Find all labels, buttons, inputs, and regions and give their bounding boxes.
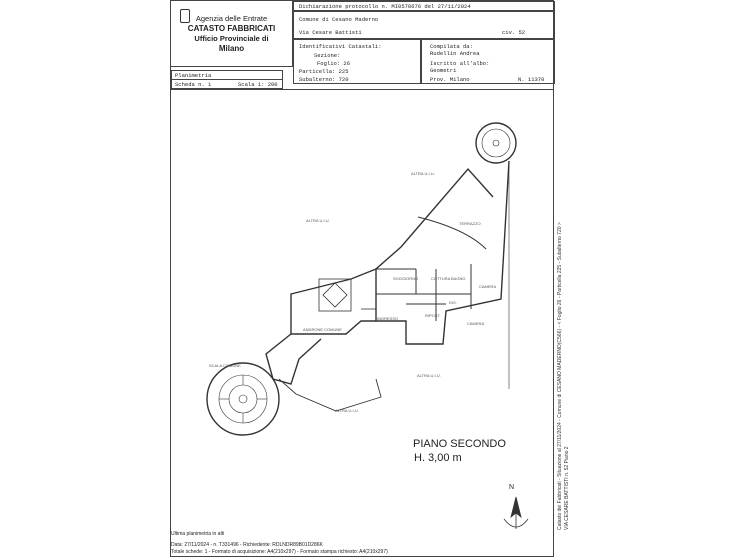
height-label: H. 3,00 m bbox=[414, 452, 462, 464]
compilata-box bbox=[421, 39, 555, 84]
iscritto-value: Geometri bbox=[430, 67, 457, 74]
label-altra-top: ALTRA U.I.U. bbox=[411, 171, 435, 176]
scala-text: Scala 1: 200 bbox=[238, 81, 278, 88]
label-soggiorno: SOGGIORNO bbox=[393, 276, 419, 281]
particella-text: Particella: 225 bbox=[299, 68, 349, 75]
label-altra-left: ALTRA U.I.U. bbox=[306, 218, 330, 223]
identificativi-title: Identificativi Catastali: bbox=[299, 43, 382, 50]
label-camera-1: CAMERA bbox=[479, 284, 497, 289]
plan-title bbox=[413, 437, 506, 465]
foglio-text: Foglio: 26 bbox=[317, 60, 351, 67]
catasto-title: CATASTO FABBRICATI bbox=[187, 24, 276, 33]
agency-logo-icon bbox=[180, 9, 190, 23]
label-cottura: COTTURA bbox=[431, 276, 451, 281]
label-terrazzo: TERRAZZO bbox=[459, 221, 481, 226]
numero-text: N. 11370 bbox=[518, 76, 545, 83]
scheda-number: Scheda n. 1 bbox=[175, 81, 212, 88]
planimetria-label: Planimetria bbox=[175, 72, 212, 79]
prov-text: Prov. Milano bbox=[430, 76, 470, 83]
dichiarazione-text: Dichiarazione protocollo n. MI0570676 del 27/11/2024 bbox=[299, 3, 471, 10]
ufficio-city: Milano bbox=[218, 44, 245, 53]
side-text-line1: Catasto dei Fabbricati - Situazione al 27/11/2024 - Comune di CESANO MADERNO(C566) - < Foglio 26 - Particella 225 - Subalterno 720 > bbox=[557, 222, 563, 530]
label-altra-lower: ALTRA U.I.U. bbox=[335, 408, 359, 413]
label-ripost: RIPOST. bbox=[425, 313, 441, 318]
north-label: N bbox=[509, 484, 515, 491]
compilata-title: Compilata da: bbox=[430, 43, 473, 50]
ufficio-label: Ufficio Provinciale di bbox=[194, 34, 269, 43]
via-text: Via Cesare Battisti bbox=[299, 29, 362, 36]
label-ingresso: INGRESSO bbox=[377, 316, 399, 321]
sezione-text: Sezione: bbox=[314, 52, 341, 59]
label-dis: DIS. bbox=[449, 300, 457, 305]
side-text-line2: VIA CESARE BATTISTI n. 52 Piano 2 bbox=[564, 446, 570, 530]
comune-text: Comune di Cesano Maderno bbox=[299, 16, 379, 23]
civ-text: civ. 52 bbox=[502, 29, 526, 36]
dichiarazione-row bbox=[293, 1, 555, 11]
footer-totale: Totale schede: 1 - Formato di acquisizione: A4(210x297) - Formato stampa richiesto: A4(210x297) bbox=[171, 549, 388, 555]
label-scala-comune: SCALA COMUNE bbox=[209, 363, 241, 368]
label-bagno: BAGNO bbox=[451, 276, 466, 281]
label-androne: ANDRONE COMUNE bbox=[303, 327, 342, 332]
piano-label: PIANO SECONDO bbox=[413, 438, 506, 450]
cadastral-sheet bbox=[170, 0, 554, 557]
label-camera-2: CAMERA bbox=[467, 321, 485, 326]
spiral-stair-bottom bbox=[207, 363, 279, 435]
scheda-box bbox=[171, 70, 283, 89]
label-altra-bottom: ALTRA U.I.U. bbox=[417, 373, 441, 378]
footer-ultima: Ultima planimetria in atti bbox=[171, 531, 225, 537]
address-box bbox=[293, 11, 555, 39]
footer-data: Data: 27/11/2024 - n. T331496 - Richiedente: RDLNDR89B01D286K bbox=[171, 542, 323, 548]
compilata-name: Rudellin Andrea bbox=[430, 50, 480, 57]
north-arrow-icon bbox=[504, 497, 528, 529]
identificativi-box bbox=[293, 39, 421, 84]
subalterno-text: Subalterno: 720 bbox=[299, 76, 349, 83]
agency-name: Agenzia delle Entrate bbox=[195, 14, 268, 23]
agency-header bbox=[171, 1, 293, 67]
iscritto-title: Iscritto all'albo: bbox=[430, 60, 490, 67]
